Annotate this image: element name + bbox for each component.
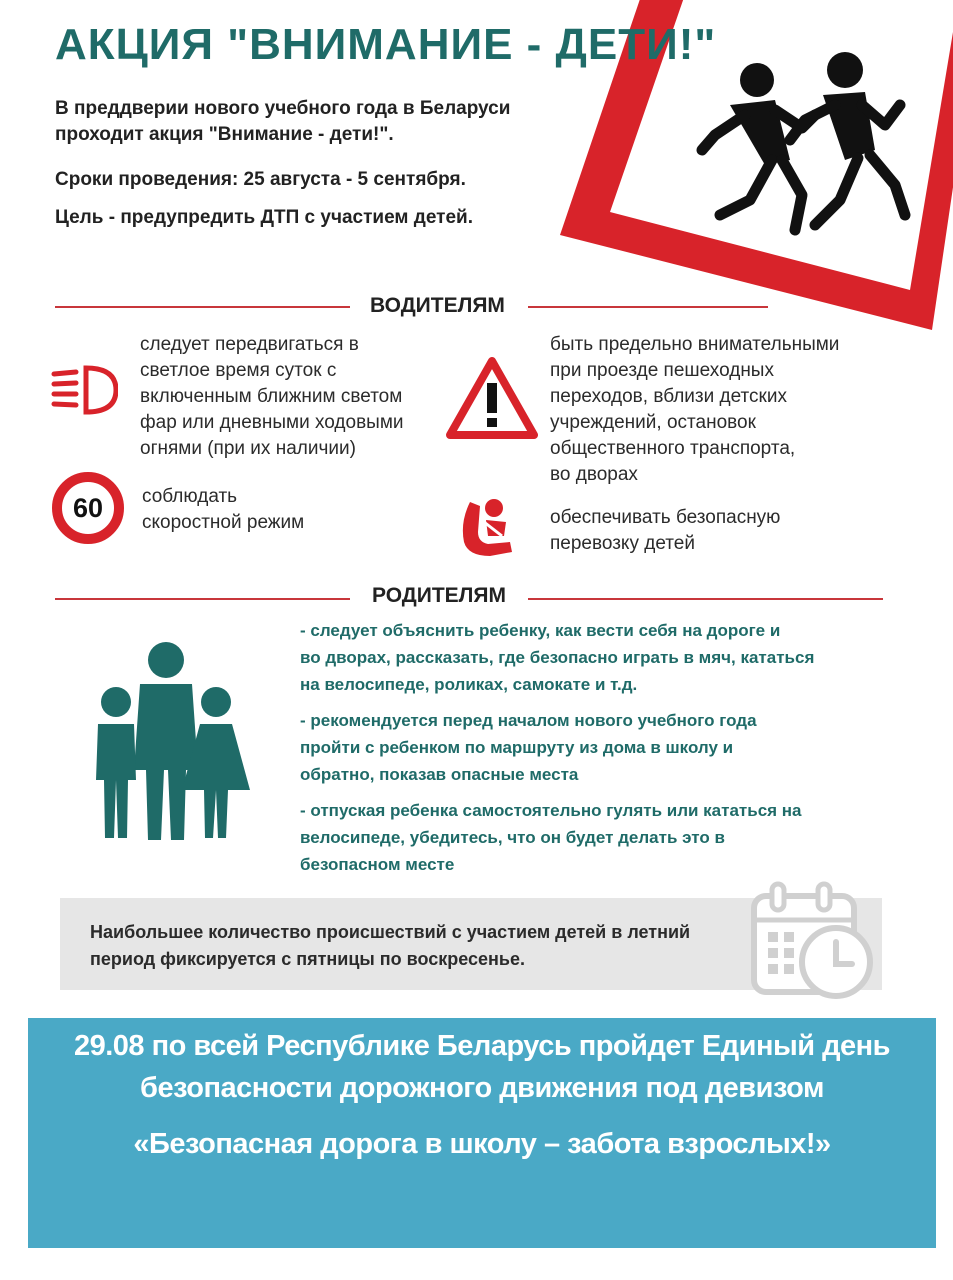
- text-line: общественного транспорта,: [550, 438, 796, 459]
- text-line: переходов, вблизи детских: [550, 386, 787, 407]
- banner-line-1: 29.08 по всей Республике Беларусь пройдет Единый день: [73, 1030, 891, 1062]
- text-line: соблюдать: [142, 486, 238, 507]
- text-line: безопасном месте: [300, 855, 455, 874]
- page-title: АКЦИЯ "ВНИМАНИЕ - ДЕТИ!": [55, 20, 717, 69]
- text-line: включенным ближним светом: [140, 386, 403, 407]
- child-car-seat-icon: [450, 492, 522, 564]
- parent-tip-3: [300, 797, 802, 878]
- text-line: Наибольшее количество происшествий с участием детей в летний: [90, 922, 691, 942]
- text-line: велосипеде, убедитесь, что он будет делать это в: [300, 828, 725, 847]
- attention-text: [550, 332, 839, 488]
- text-line: скоростной режим: [142, 512, 305, 533]
- section-divider: [528, 306, 768, 308]
- banner-line-2: безопасности дорожного движения под девизом: [140, 1072, 824, 1104]
- drivers-section-title: ВОДИТЕЛЯМ: [370, 294, 505, 317]
- calendar-clock-icon: [748, 876, 878, 1004]
- goal-text: Цель - предупредить ДТП с участием детей.: [55, 207, 473, 228]
- transport-text: [550, 505, 780, 557]
- family-icon: [78, 640, 258, 845]
- note-text: [90, 919, 690, 973]
- speed-text: [142, 484, 304, 536]
- speed-limit-value: 60: [72, 493, 104, 523]
- text-line: огнями (при их наличии): [140, 438, 356, 459]
- intro-line: В преддверии нового учебного года в Беларуси: [55, 98, 511, 119]
- text-line: во дворах, рассказать, где безопасно играть в мяч, кататься: [300, 648, 815, 667]
- text-line: - отпуская ребенка самостоятельно гулять или кататься на: [300, 801, 802, 820]
- banner-line-3: «Безопасная дорога в школу – забота взрослых!»: [133, 1128, 831, 1160]
- text-line: пройти с ребенком по маршруту из дома в школу и: [300, 738, 734, 757]
- text-line: учреждений, остановок: [550, 412, 756, 433]
- section-divider: [528, 598, 883, 600]
- text-line: обратно, показав опасные места: [300, 765, 579, 784]
- text-line: быть предельно внимательными: [550, 334, 840, 355]
- headlight-icon: [48, 362, 118, 417]
- text-line: фар или дневными ходовыми: [140, 412, 404, 433]
- text-line: во дворах: [550, 464, 638, 485]
- text-line: следует передвигаться в: [140, 334, 359, 355]
- text-line: перевозку детей: [550, 533, 695, 554]
- parent-tip-2: [300, 707, 757, 788]
- text-line: обеспечивать безопасную: [550, 507, 781, 528]
- parent-tip-1: [300, 617, 814, 698]
- text-line: период фиксируется с пятницы по воскресенье.: [90, 949, 525, 969]
- section-divider: [55, 598, 350, 600]
- text-line: - рекомендуется перед началом нового учебного года: [300, 711, 757, 730]
- intro-text: [55, 96, 510, 148]
- text-line: - следует объяснить ребенку, как вести себя на дороге и: [300, 621, 781, 640]
- intro-line: проходит акция "Внимание - дети!".: [55, 124, 394, 145]
- speed-limit-sign-icon: [52, 472, 124, 544]
- section-divider: [55, 306, 350, 308]
- parents-section-title: РОДИТЕЛЯМ: [372, 584, 506, 607]
- text-line: светлое время суток с: [140, 360, 337, 381]
- text-line: при проезде пешеходных: [550, 360, 774, 381]
- text-line: на велосипеде, роликах, самокате и т.д.: [300, 675, 638, 694]
- warning-triangle-icon: [446, 355, 538, 440]
- dates-text: Сроки проведения: 25 августа - 5 сентября.: [55, 169, 466, 190]
- headlight-text: [140, 332, 404, 462]
